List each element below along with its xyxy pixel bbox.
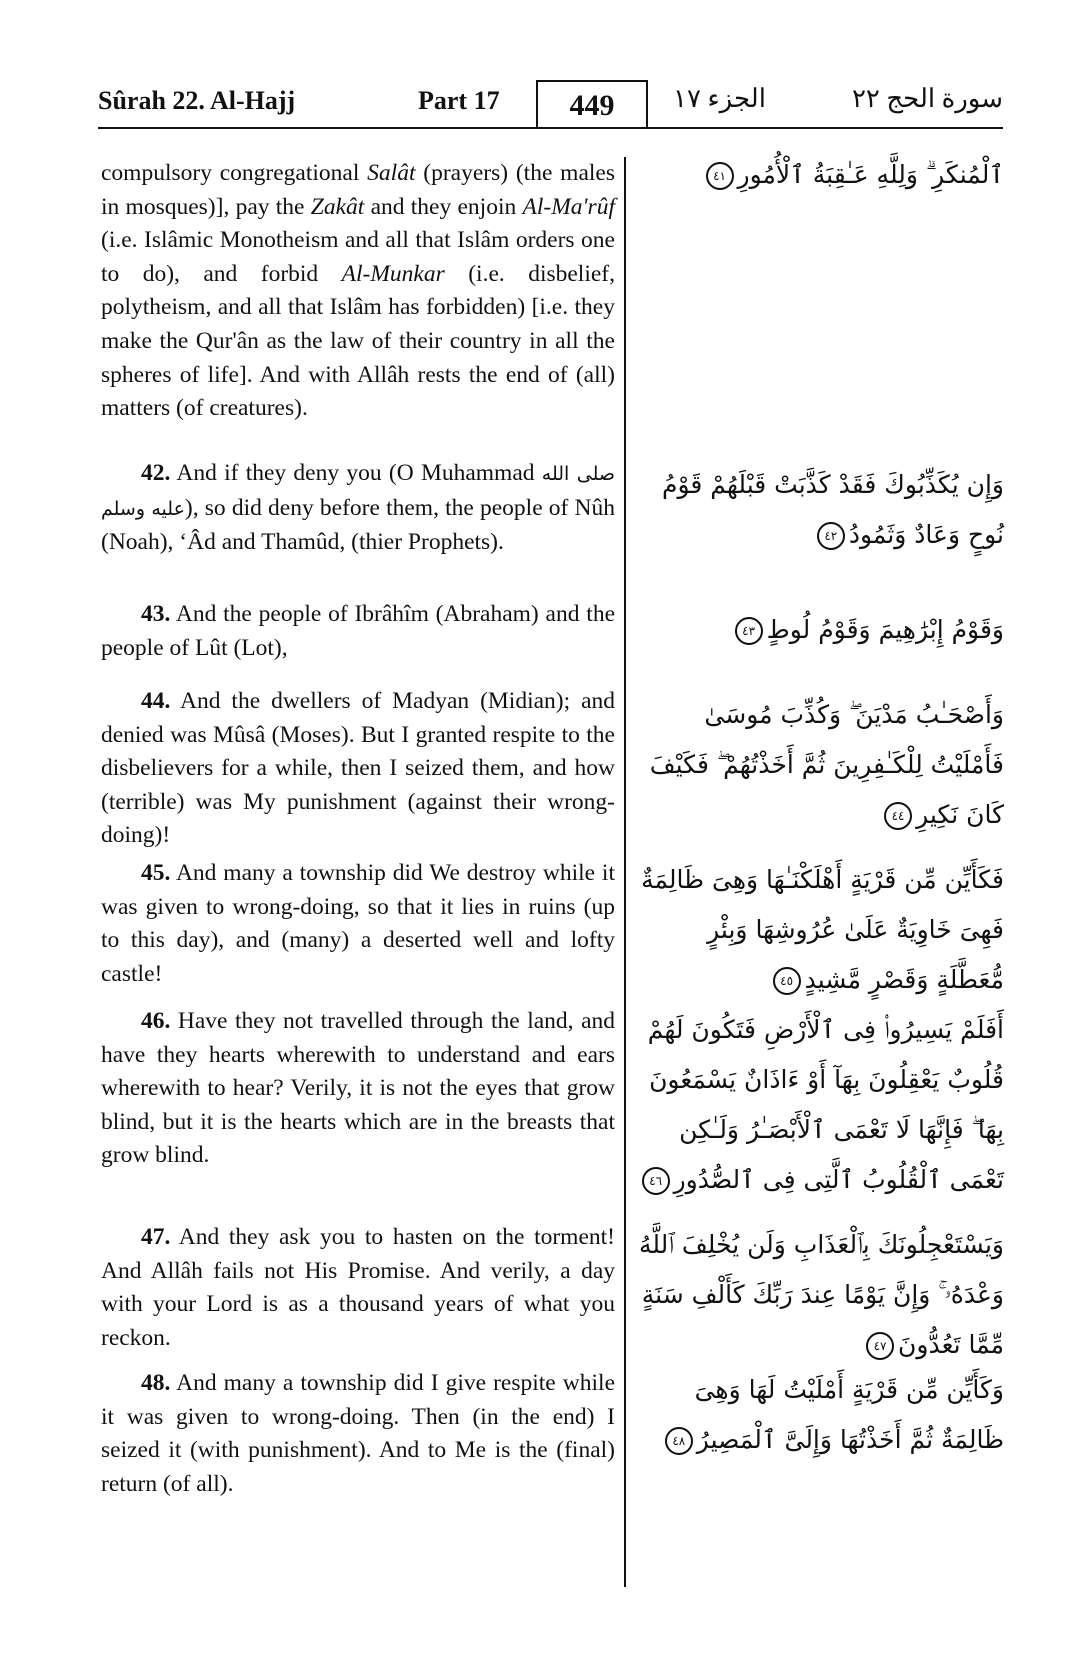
text-segment: Salât (367, 160, 416, 186)
verse-number: 46. (141, 1008, 171, 1034)
text-segment: Al-Munkar (341, 260, 445, 287)
arabic-verse (636, 1005, 1004, 1205)
text-segment: (i.e. Islâmic Monotheism and all that Islâm orders one to do), and forbid (101, 227, 615, 287)
arabic-verse (636, 1365, 1004, 1465)
verse-number: 44. (141, 688, 171, 714)
arabic-verse-text: ٱلْمُنكَرِ ۗ وَلِلَّهِ عَـٰقِبَةُ ٱلْأُمُورِ (737, 160, 1004, 189)
ayah-number-marker: ٤٥ (773, 967, 801, 995)
ayah-number-marker: ٤١ (706, 162, 734, 190)
ayah-number-marker: ٤٣ (735, 617, 763, 645)
text-segment: (i.e. disbelief, polytheism, and all that Islâm has forbidden) [i.e. they make the Qur'ân as the law of their country in all the spheres of life]. And with Allâh rests the end of (all) matters (of creatures). (101, 260, 615, 422)
arabic-verse-text: فَكَأَيِّن مِّن قَرْيَةٍ أَهْلَكْنَـٰهَا وَهِىَ ظَالِمَةٌ فَهِىَ خَاوِيَةٌ عَلَىٰ عُرُوشِهَا وَبِئْرٍ مُّعَطَّلَةٍ وَقَصْرٍ مَّشِيدٍ (641, 865, 1004, 994)
arabic-verse-text: وَيَسْتَعْجِلُونَكَ بِٱلْعَذَابِ وَلَن يُخْلِفَ ٱللَّهُ وَعْدَهُۥ ۚ وَإِنَّ يَوْمًا عِندَ رَبِّكَ كَأَلْفِ سَنَةٍ مِّمَّا تَعُدُّونَ (638, 1230, 1004, 1359)
arabic-verse (636, 690, 1004, 840)
text-segment: (prayers) (the males in mosques)], pay the (101, 160, 615, 220)
text-segment: Have they not travelled through the land, and have they hearts wherewith to understand and ears wherewith to hear? Verily, it is not the eyes that grow blind, but it is the hearts which are in the breasts that grow blind. (101, 1008, 615, 1169)
text-segment: ), so did deny before them, the people of Nûh (Noah), ‘Âd and Thamûd, (thier Prophets). (101, 494, 616, 556)
arabic-verse (636, 150, 1004, 200)
arabic-verse-text: وَقَوْمُ إِبْرَٰهِيمَ وَقَوْمُ لُوطٍ (766, 615, 1004, 644)
text-segment: Zakât (310, 193, 365, 220)
translation-paragraph (101, 457, 615, 560)
translation-paragraph (101, 598, 615, 665)
verse-number: 43. (141, 601, 171, 627)
arabic-verse-text: أَفَلَمْ يَسِيرُوا۟ فِى ٱلْأَرْضِ فَتَكُونَ لَهُمْ قُلُوبٌ يَعْقِلُونَ بِهَآ أَوْ ءَاذَانٌ يَسْمَعُونَ بِهَا ۖ فَإِنَّهَا لَا تَعْمَى ٱلْأَبْصَـٰرُ وَلَـٰكِن تَعْمَى ٱلْقُلُوبُ ٱلَّتِى فِى ٱلصُّدُورِ (647, 1015, 1004, 1194)
salutation-arabic: صلى الله عليه وسلم (101, 463, 616, 520)
ayah-number-marker: ٤٦ (642, 1167, 670, 1195)
text-segment: And if they deny you (O Muhammad (170, 460, 542, 486)
arabic-verse-text: وَكَأَيِّن مِّن قَرْيَةٍ أَمْلَيْتُ لَهَا وَهِىَ ظَالِمَةٌ ثُمَّ أَخَذْتُهَا وَإِلَىَّ ٱلْمَصِيرُ (694, 1375, 1004, 1454)
text-segment: And the people of Ibrâhîm (Abraham) and the people of Lût (Lot), (101, 601, 615, 661)
translation-paragraph (101, 157, 615, 426)
arabic-verse (636, 605, 1004, 655)
surah-title-ar: سورة الحج ٢٢ (851, 84, 1003, 113)
page-number: 449 (536, 80, 648, 128)
arabic-verse (636, 1220, 1004, 1370)
verse-number: 45. (141, 860, 171, 886)
ayah-number-marker: ٤٨ (665, 1427, 693, 1455)
verse-number: 48. (141, 1370, 171, 1396)
translation-paragraph (101, 1005, 615, 1173)
ayah-number-marker: ٤٢ (817, 522, 845, 550)
text-segment: compulsory congregational (101, 160, 368, 186)
translation-paragraph (101, 685, 615, 853)
column-divider (624, 157, 626, 1587)
juz-label-ar: الجزء ١٧ (673, 84, 766, 113)
text-segment: And the dwellers of Madyan (Midian); and denied was Mûsâ (Moses). But I granted respite to the disbelievers for a while, then I seized them, and how (terrible) was My punishment (against their wrong-doing)! (101, 688, 615, 849)
text-segment: Al-Ma'rûf (522, 193, 615, 220)
text-segment: And they ask you to hasten on the torment! And Allâh fails not His Promise. And verily, a day with your Lord is as a thousand years of what you reckon. (101, 1224, 615, 1351)
arabic-verse-text: وَإِن يُكَذِّبُوكَ فَقَدْ كَذَّبَتْ قَبْلَهُمْ قَوْمُ نُوحٍ وَعَادٌ وَثَمُودُ (661, 470, 1004, 549)
text-segment: And many a township did We destroy while it was given to wrong-doing, so that it lies in ruins (up to this day), and (many) a deserted well and lofty castle! (101, 860, 615, 987)
text-segment: and they enjoin (364, 193, 523, 220)
surah-title-en: Sûrah 22. Al-Hajj (98, 86, 296, 115)
header-rule (98, 127, 1003, 129)
translation-paragraph (101, 1367, 615, 1501)
verse-number: 47. (141, 1224, 171, 1250)
text-segment: And many a township did I give respite while it was given to wrong-doing. Then (in the end) I seized it (with punishment). And to Me is the (final) return (of all). (101, 1370, 615, 1497)
arabic-verse-text: وَأَصْحَـٰبُ مَدْيَنَ ۖ وَكُذِّبَ مُوسَىٰ فَأَمْلَيْتُ لِلْكَـٰفِرِينَ ثُمَّ أَخَذْتُهُمْ ۖ فَكَيْفَ كَانَ نَكِيرِ (649, 700, 1004, 829)
part-label: Part 17 (418, 86, 500, 115)
ayah-number-marker: ٤٧ (866, 1332, 894, 1360)
page-header (98, 80, 1003, 128)
translation-paragraph (101, 857, 615, 991)
arabic-verse (636, 855, 1004, 1005)
ayah-number-marker: ٤٤ (884, 802, 912, 830)
translation-paragraph (101, 1221, 615, 1355)
verse-number: 42. (141, 460, 171, 486)
arabic-verse (636, 460, 1004, 560)
